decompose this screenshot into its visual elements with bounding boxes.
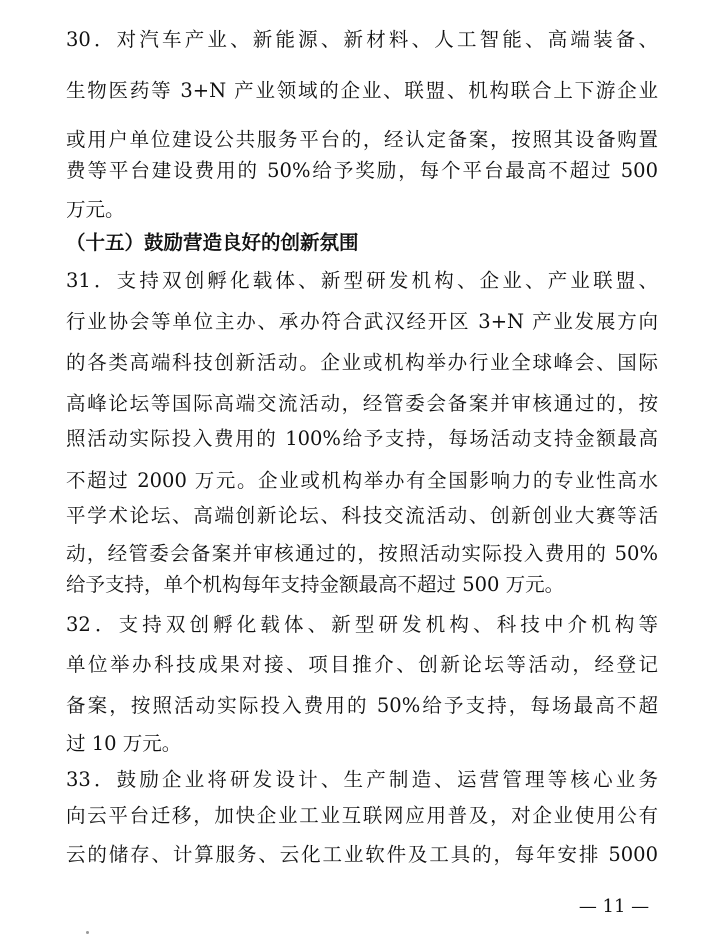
- paragraph-31-line: 的各类高端科技创新活动。企业或机构举办行业全球峰会、国际: [66, 351, 658, 374]
- section-heading: （十五）鼓励营造良好的创新氛围: [66, 231, 359, 254]
- paragraph-30-line: 万元。: [66, 198, 125, 221]
- paragraph-32-line: 备案，按照活动实际投入费用的 50%给予支持，每场最高不超: [66, 694, 658, 717]
- paragraph-30-line: 30．对汽车产业、新能源、新材料、人工智能、高端装备、: [66, 28, 658, 51]
- paragraph-32-line: 过 10 万元。: [66, 732, 182, 755]
- paragraph-32-line: 32．支持双创孵化载体、新型研发机构、科技中介机构等: [66, 613, 658, 636]
- paragraph-31-line: 高峰论坛等国际高端交流活动，经管委会备案并审核通过的，按: [66, 392, 658, 415]
- paragraph-30-line: 费等平台建设费用的 50%给予奖励，每个平台最高不超过 500: [66, 159, 658, 182]
- paragraph-33-line: 33．鼓励企业将研发设计、生产制造、运营管理等核心业务: [66, 768, 658, 791]
- paragraph-32-line: 单位举办科技成果对接、项目推介、创新论坛等活动，经登记: [66, 653, 658, 676]
- paragraph-31-line: 31．支持双创孵化载体、新型研发机构、企业、产业联盟、: [66, 269, 658, 292]
- scan-speck: [86, 931, 89, 934]
- paragraph-31-line: 行业协会等单位主办、承办符合武汉经开区 3+N 产业发展方向: [66, 310, 658, 333]
- paragraph-33-line: 云的储存、计算服务、云化工业软件及工具的，每年安排 5000: [66, 843, 658, 866]
- paragraph-31-line: 动，经管委会备案并审核通过的，按照活动实际投入费用的 50%: [66, 542, 658, 565]
- paragraph-31-line: 不超过 2000 万元。企业或机构举办有全国影响力的专业性高水: [66, 469, 658, 492]
- paragraph-31-line: 给予支持，单个机构每年支持金额最高不超过 500 万元。: [66, 573, 565, 596]
- page-number: — 11 —: [578, 896, 650, 917]
- paragraph-33-line: 向云平台迁移，加快企业工业互联网应用普及，对企业使用公有: [66, 804, 658, 827]
- paragraph-31-line: 照活动实际投入费用的 100%给予支持，每场活动支持金额最高: [66, 427, 658, 450]
- paragraph-30-line: 生物医药等 3+N 产业领域的企业、联盟、机构联合上下游企业: [66, 79, 658, 102]
- paragraph-30-line: 或用户单位建设公共服务平台的，经认定备案，按照其设备购置: [66, 128, 658, 151]
- paragraph-31-line: 平学术论坛、高端创新论坛、科技交流活动、创新创业大赛等活: [66, 504, 658, 527]
